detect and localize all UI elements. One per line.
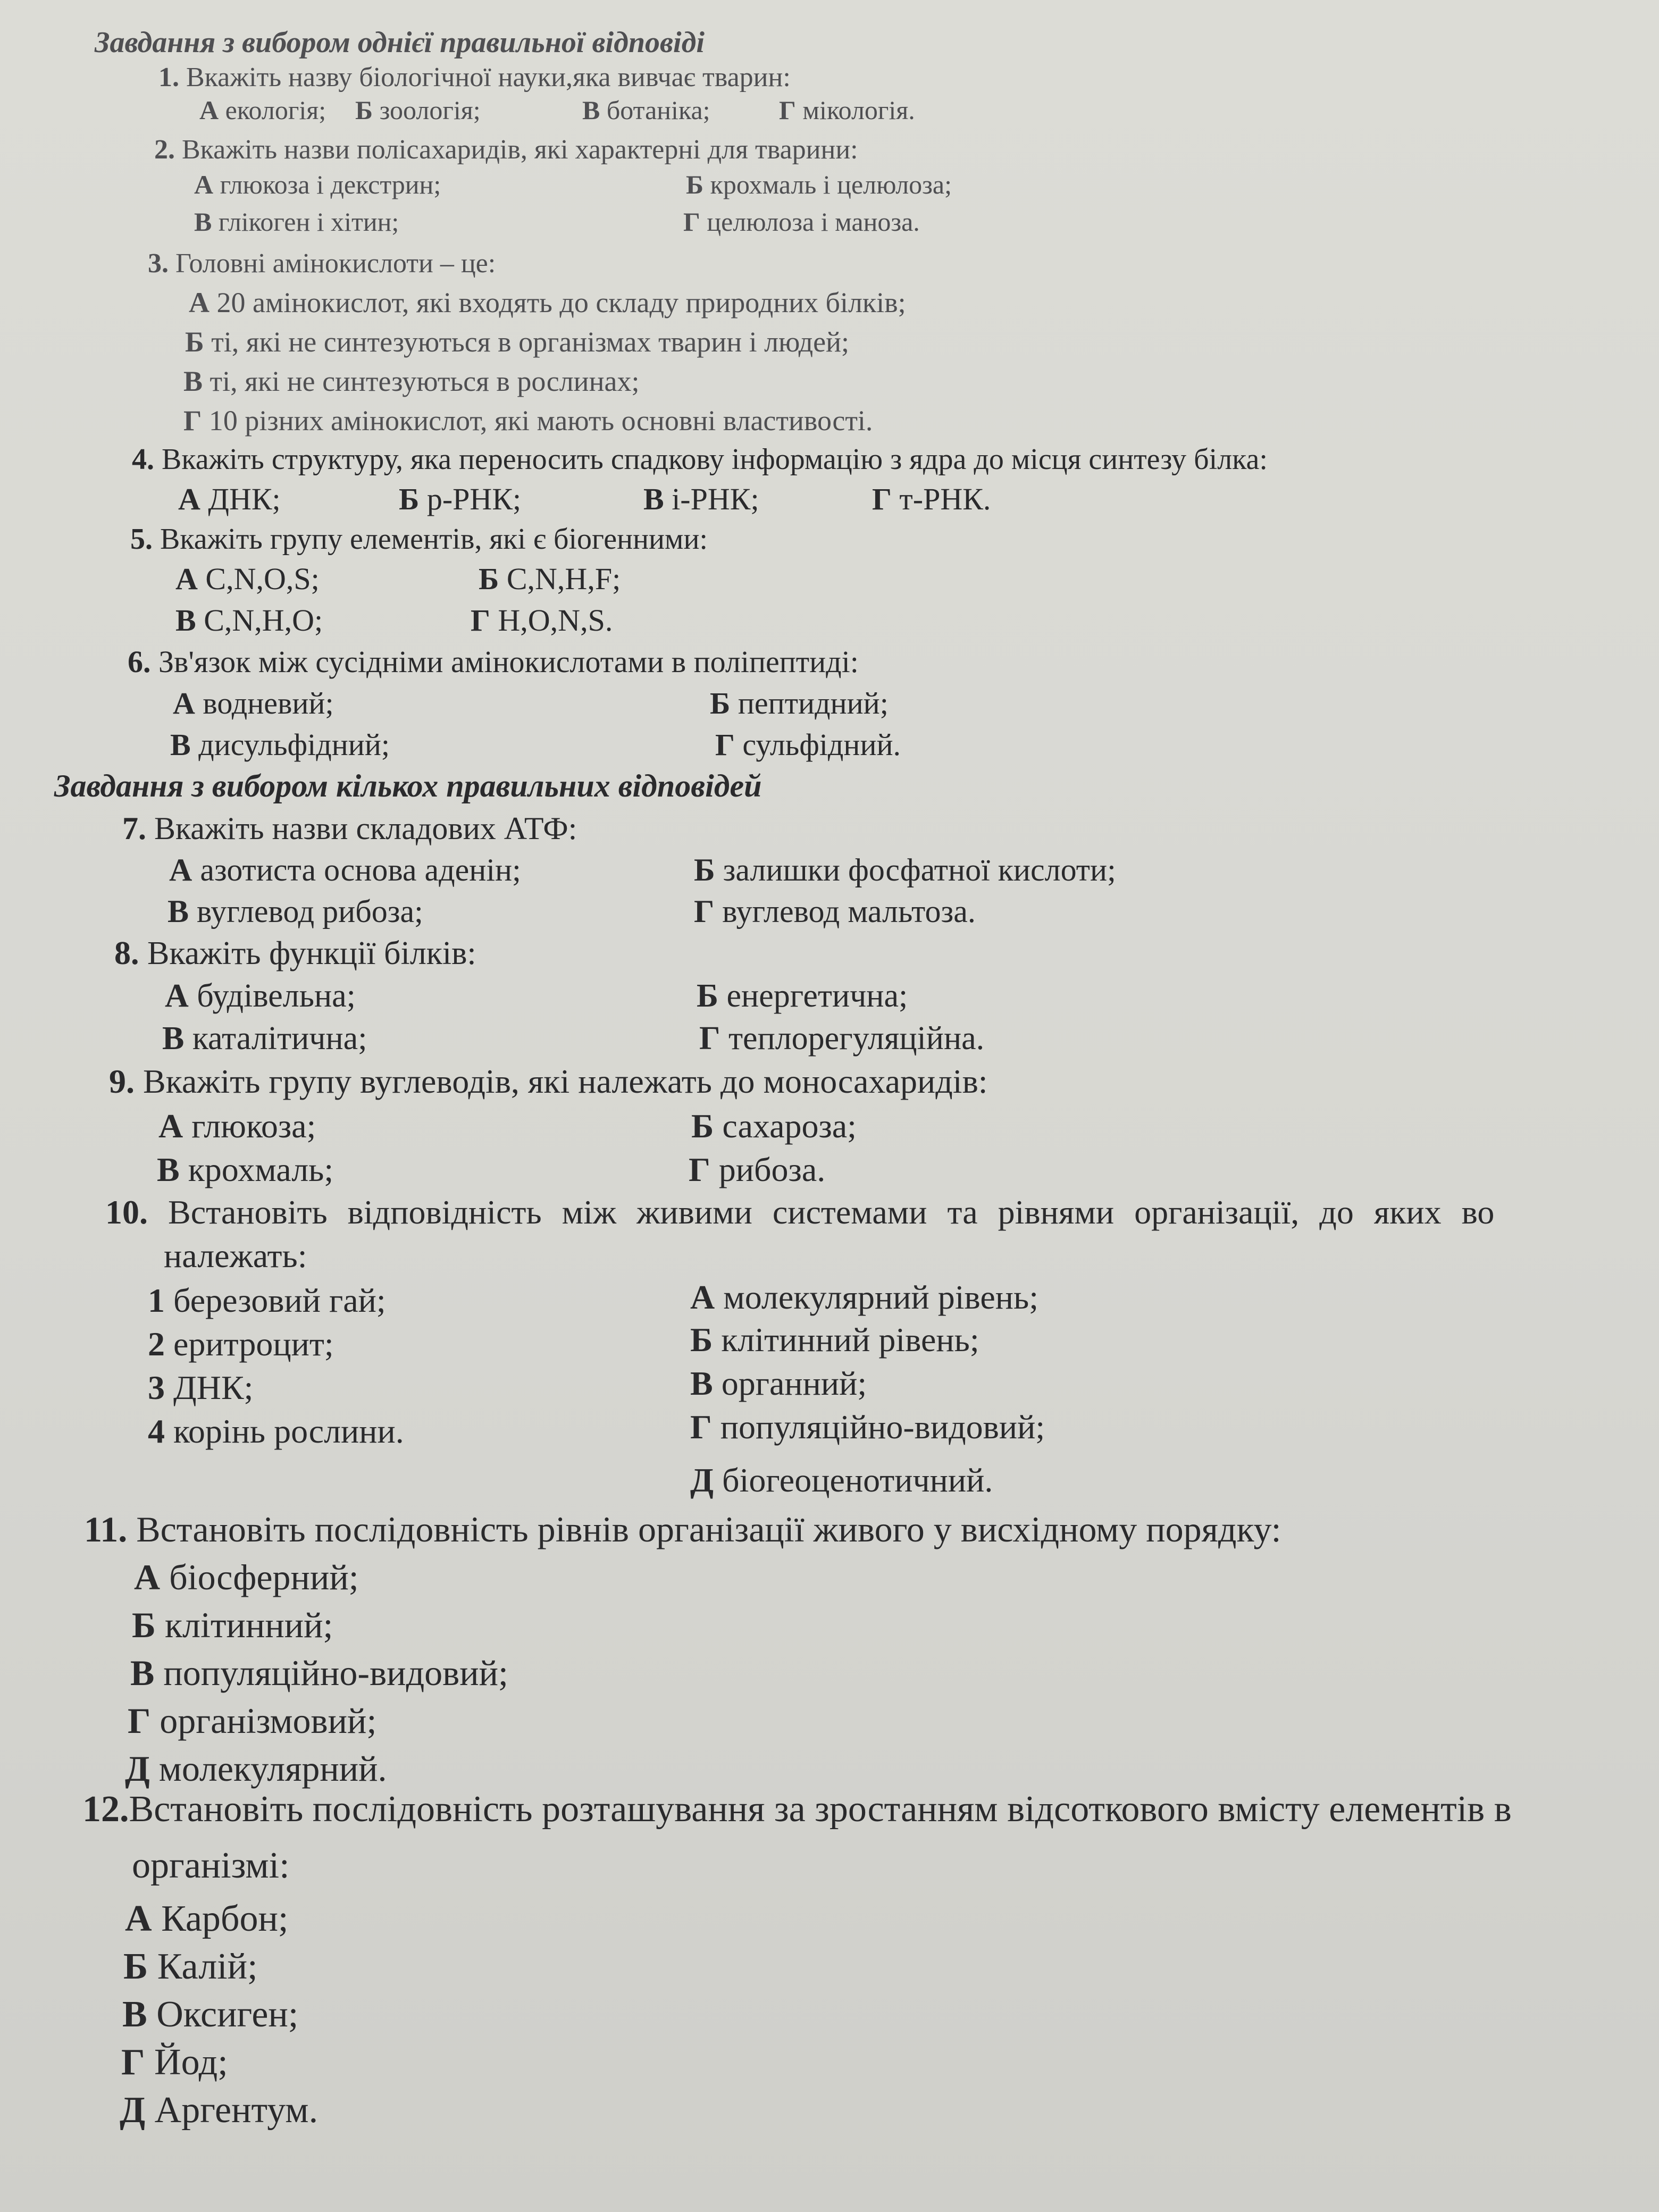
option-text: вуглевод мальтоза.	[714, 894, 976, 929]
option-letter: Г	[183, 405, 202, 437]
option-d	[689, 1153, 825, 1187]
left-item-2	[148, 1327, 334, 1361]
section-title-multi: Завдання з вибором кількох правильних відповідей	[54, 768, 762, 803]
option-letter: В	[175, 603, 196, 638]
question-4	[132, 445, 1268, 474]
question-9	[109, 1062, 988, 1100]
question-number: 8.	[114, 935, 139, 971]
option-text: енергетична;	[718, 978, 908, 1014]
option-text: глікоген і хітин;	[212, 207, 399, 237]
option-text: водневий;	[195, 686, 334, 720]
option-text: біогеоценотичний.	[714, 1461, 993, 1499]
option-b	[697, 979, 908, 1012]
option-text: крохмаль і целюлоза;	[703, 170, 952, 199]
option-letter: 1	[148, 1281, 165, 1319]
option-letter: 3	[148, 1369, 165, 1406]
question-10	[105, 1195, 1494, 1229]
option-a	[169, 854, 521, 886]
option-b	[686, 171, 952, 198]
option-a	[125, 1900, 288, 1938]
option-letter: В	[157, 1151, 180, 1188]
option-letter: А	[165, 978, 189, 1014]
option-text: березовий гай;	[165, 1281, 386, 1319]
option-text: глюкоза;	[183, 1107, 316, 1145]
option-a	[158, 1109, 316, 1143]
option-letter: А	[690, 1278, 715, 1316]
question-text: Головні амінокислоти – це:	[175, 248, 496, 279]
option-text: Йод;	[145, 2042, 228, 2083]
option-letter: Г	[779, 95, 796, 125]
option-d	[471, 605, 613, 636]
option-text: Аргентум.	[145, 2090, 319, 2131]
option-d	[183, 406, 873, 435]
question-text-continued: організмі:	[132, 1845, 290, 1886]
option-text: популяційно-видовий;	[711, 1408, 1045, 1446]
option-text: органний;	[713, 1364, 867, 1402]
option-a	[199, 97, 326, 123]
option-d	[872, 484, 991, 515]
option-text: ДНК;	[200, 482, 281, 516]
option-c	[157, 1153, 333, 1187]
option-text: азотиста основа аденін;	[192, 852, 521, 887]
question-number: 11.	[84, 1509, 128, 1549]
option-text: клітинний;	[155, 1605, 333, 1645]
option-letter: В	[162, 1020, 185, 1057]
option-c	[690, 1364, 867, 1402]
option-letter: В	[183, 365, 203, 397]
option-letter: Б	[185, 326, 204, 358]
option-text: рибоза.	[710, 1151, 826, 1188]
option-text: молекулярний.	[149, 1748, 387, 1789]
option-letter: Д	[690, 1461, 714, 1499]
option-text: целюлоза і маноза.	[700, 207, 920, 237]
option-letter: В	[643, 482, 664, 516]
option-letter: А	[178, 482, 200, 516]
option-letter: А	[175, 562, 198, 596]
option-text: C,N,H,F;	[499, 562, 621, 596]
option-b	[399, 484, 521, 515]
question-text: Вкажіть групу елементів, які є біогенними:	[160, 523, 708, 556]
option-letter: Б	[710, 686, 731, 720]
option-c	[175, 605, 323, 636]
question-text: Вкажіть групу вуглеводів, які належать до моносахаридів:	[143, 1062, 988, 1100]
option-letter: Б	[132, 1605, 156, 1645]
question-text: Зв'язок між сусідніми амінокислотами в поліпептиді:	[158, 644, 859, 679]
left-item-4	[148, 1414, 404, 1448]
option-text: C,N,H,O;	[196, 603, 323, 638]
question-text: Вкажіть структуру, яка переносить спадкову інформацію з ядра до місця синтезу білка:	[162, 443, 1268, 476]
option-text: популяційно-видовий;	[154, 1653, 508, 1693]
option-text: H,O,N,S.	[490, 603, 613, 638]
option-letter: Г	[715, 727, 735, 762]
question-number: 4.	[132, 443, 154, 476]
option-letter: Г	[689, 1151, 710, 1188]
option-text: Карбон;	[152, 1898, 289, 1939]
option-b	[694, 854, 1116, 886]
option-d	[699, 1022, 984, 1055]
option-letter: А	[189, 287, 210, 319]
option-letter: А	[173, 686, 195, 720]
option-text: Калій;	[148, 1946, 258, 1987]
section-title-single: Завдання з вибором однієї правильної відповіді	[95, 26, 705, 59]
option-letter: Б	[686, 170, 704, 199]
option-letter: А	[194, 170, 214, 199]
left-item-1	[148, 1281, 386, 1319]
question-8	[114, 937, 476, 970]
option-d	[715, 727, 901, 762]
option-text: молекулярний рівень;	[715, 1278, 1038, 1316]
question-2	[154, 136, 858, 164]
option-e	[690, 1463, 993, 1497]
option-text: клітинний рівень;	[713, 1321, 979, 1359]
question-1	[158, 64, 791, 91]
option-text: ботаніка;	[600, 95, 710, 125]
option-letter: В	[130, 1653, 155, 1693]
option-text: C,N,O,S;	[197, 562, 320, 596]
option-text: екологія;	[219, 95, 326, 125]
option-text: залишки фосфатної кислоти;	[715, 852, 1116, 887]
option-letter: В	[170, 727, 191, 762]
question-text: Вкажіть функції білків:	[147, 935, 476, 971]
option-text: 20 амінокислот, які входять до складу природних білків;	[210, 287, 906, 319]
option-letter: А	[169, 852, 192, 887]
option-letter: Г	[699, 1020, 720, 1057]
option-letter: А	[134, 1557, 161, 1597]
option-letter: Г	[683, 207, 700, 237]
question-number: 12.	[82, 1789, 129, 1830]
option-c	[643, 484, 759, 515]
option-b	[123, 1948, 258, 1985]
option-c	[122, 1996, 298, 2033]
question-text: Встановіть послідовність розташування за зростанням відсоткового вмісту елементів в	[129, 1789, 1512, 1830]
option-text: біосферний;	[160, 1557, 359, 1597]
option-text: зоологія;	[373, 95, 481, 125]
option-text: т-РНК.	[891, 482, 991, 516]
option-text: будівельна;	[188, 978, 356, 1014]
option-d	[690, 1410, 1045, 1444]
option-b	[691, 1109, 857, 1143]
option-text: вуглевод рибоза;	[189, 894, 423, 929]
option-letter: Б	[690, 1321, 713, 1359]
option-letter: Г	[690, 1408, 712, 1446]
option-text: сульфідний.	[734, 727, 901, 762]
option-d	[683, 208, 920, 235]
option-c	[162, 1022, 367, 1055]
option-letter: А	[125, 1898, 152, 1939]
option-e	[125, 1750, 387, 1787]
option-d	[779, 97, 915, 123]
left-item-3	[148, 1371, 253, 1405]
option-letter: Д	[120, 2090, 146, 2131]
option-c	[183, 367, 639, 396]
option-text: організмовий;	[150, 1700, 377, 1741]
question-text: Встановіть відповідність між живими системами та рівнями організації, до яких во	[168, 1193, 1495, 1231]
option-a	[189, 288, 906, 317]
option-letter: Б	[697, 978, 718, 1014]
option-letter: Г	[128, 1700, 151, 1741]
option-c	[194, 208, 399, 235]
option-text: сахароза;	[714, 1107, 857, 1145]
option-letter: Б	[399, 482, 420, 516]
option-c	[170, 727, 390, 762]
option-letter: А	[158, 1107, 183, 1145]
option-letter: Д	[125, 1748, 150, 1789]
question-11	[84, 1511, 1281, 1547]
option-text: дисульфідний;	[190, 727, 390, 762]
option-text: теплорегуляційна.	[720, 1020, 985, 1057]
option-letter: В	[690, 1364, 713, 1402]
option-a	[178, 484, 281, 515]
option-letter: В	[194, 207, 212, 237]
option-c	[167, 895, 423, 927]
question-3	[148, 250, 496, 278]
option-text: ДНК;	[165, 1369, 254, 1406]
option-b	[355, 97, 481, 123]
option-text: 10 різних амінокислот, які мають основні властивості.	[202, 405, 873, 437]
question-12	[82, 1791, 1512, 1828]
option-letter: В	[122, 1994, 147, 2035]
question-number: 1.	[158, 62, 179, 93]
question-6	[128, 644, 859, 679]
question-text: Встановіть послідовність рівнів організації живого у висхідному порядку:	[136, 1509, 1281, 1549]
option-text: і-РНК;	[664, 482, 759, 516]
option-a	[173, 688, 334, 719]
option-d	[694, 895, 976, 927]
option-b	[185, 328, 849, 356]
option-letter: А	[199, 95, 219, 125]
question-7	[122, 812, 577, 844]
option-text: пептидний;	[730, 686, 889, 720]
option-text: р-РНК;	[419, 482, 522, 516]
option-c	[582, 97, 710, 123]
option-letter: Г	[471, 603, 490, 638]
option-letter: Б	[479, 562, 499, 596]
option-e	[120, 2092, 318, 2129]
option-d	[121, 2044, 228, 2081]
option-letter: Б	[355, 95, 373, 125]
option-letter: Б	[123, 1946, 148, 1987]
question-number: 6.	[128, 644, 151, 679]
question-number: 5.	[130, 523, 153, 556]
question-text-continued: належать:	[164, 1237, 307, 1275]
option-b	[710, 688, 889, 719]
option-text: еритроцит;	[165, 1325, 334, 1363]
option-letter: Г	[694, 894, 715, 929]
option-a	[134, 1559, 359, 1595]
question-number: 9.	[109, 1062, 135, 1100]
option-b	[479, 564, 621, 594]
question-number: 3.	[148, 248, 169, 279]
question-number: 10.	[105, 1193, 148, 1231]
option-letter: Г	[121, 2042, 145, 2083]
option-letter: Б	[694, 852, 715, 887]
question-number: 7.	[122, 811, 146, 846]
option-c	[130, 1655, 508, 1691]
option-text: ті, які не синтезуються в організмах тварин і людей;	[204, 326, 849, 358]
option-letter: 2	[148, 1325, 165, 1363]
option-text: каталітична;	[184, 1020, 367, 1057]
option-letter: 4	[148, 1412, 165, 1450]
option-letter: Б	[691, 1107, 714, 1145]
question-number: 2.	[154, 135, 175, 165]
option-a	[194, 171, 441, 198]
option-text: крохмаль;	[179, 1151, 334, 1188]
option-text: корінь рослини.	[165, 1412, 404, 1450]
option-text: глюкоза і декстрин;	[213, 170, 441, 199]
question-5	[130, 524, 708, 554]
option-a	[165, 979, 356, 1012]
option-b	[132, 1607, 333, 1643]
option-letter: В	[167, 894, 189, 929]
option-d	[128, 1700, 377, 1741]
option-text: ті, які не синтезуються в рослинах;	[203, 365, 640, 397]
option-text: Оксиген;	[147, 1994, 299, 2035]
question-text: Вкажіть назви полісахаридів, які характерні для тварини:	[182, 135, 858, 165]
option-text: мікологія.	[795, 95, 915, 125]
option-b	[690, 1323, 979, 1357]
option-a	[175, 564, 320, 594]
option-a	[690, 1280, 1038, 1314]
option-letter: В	[582, 95, 600, 125]
question-text: Вкажіть назви складових АТФ:	[154, 811, 577, 846]
question-text: Вкажіть назву біологічної науки,яка вивчає тварин:	[186, 62, 791, 93]
option-letter: Г	[872, 482, 892, 516]
